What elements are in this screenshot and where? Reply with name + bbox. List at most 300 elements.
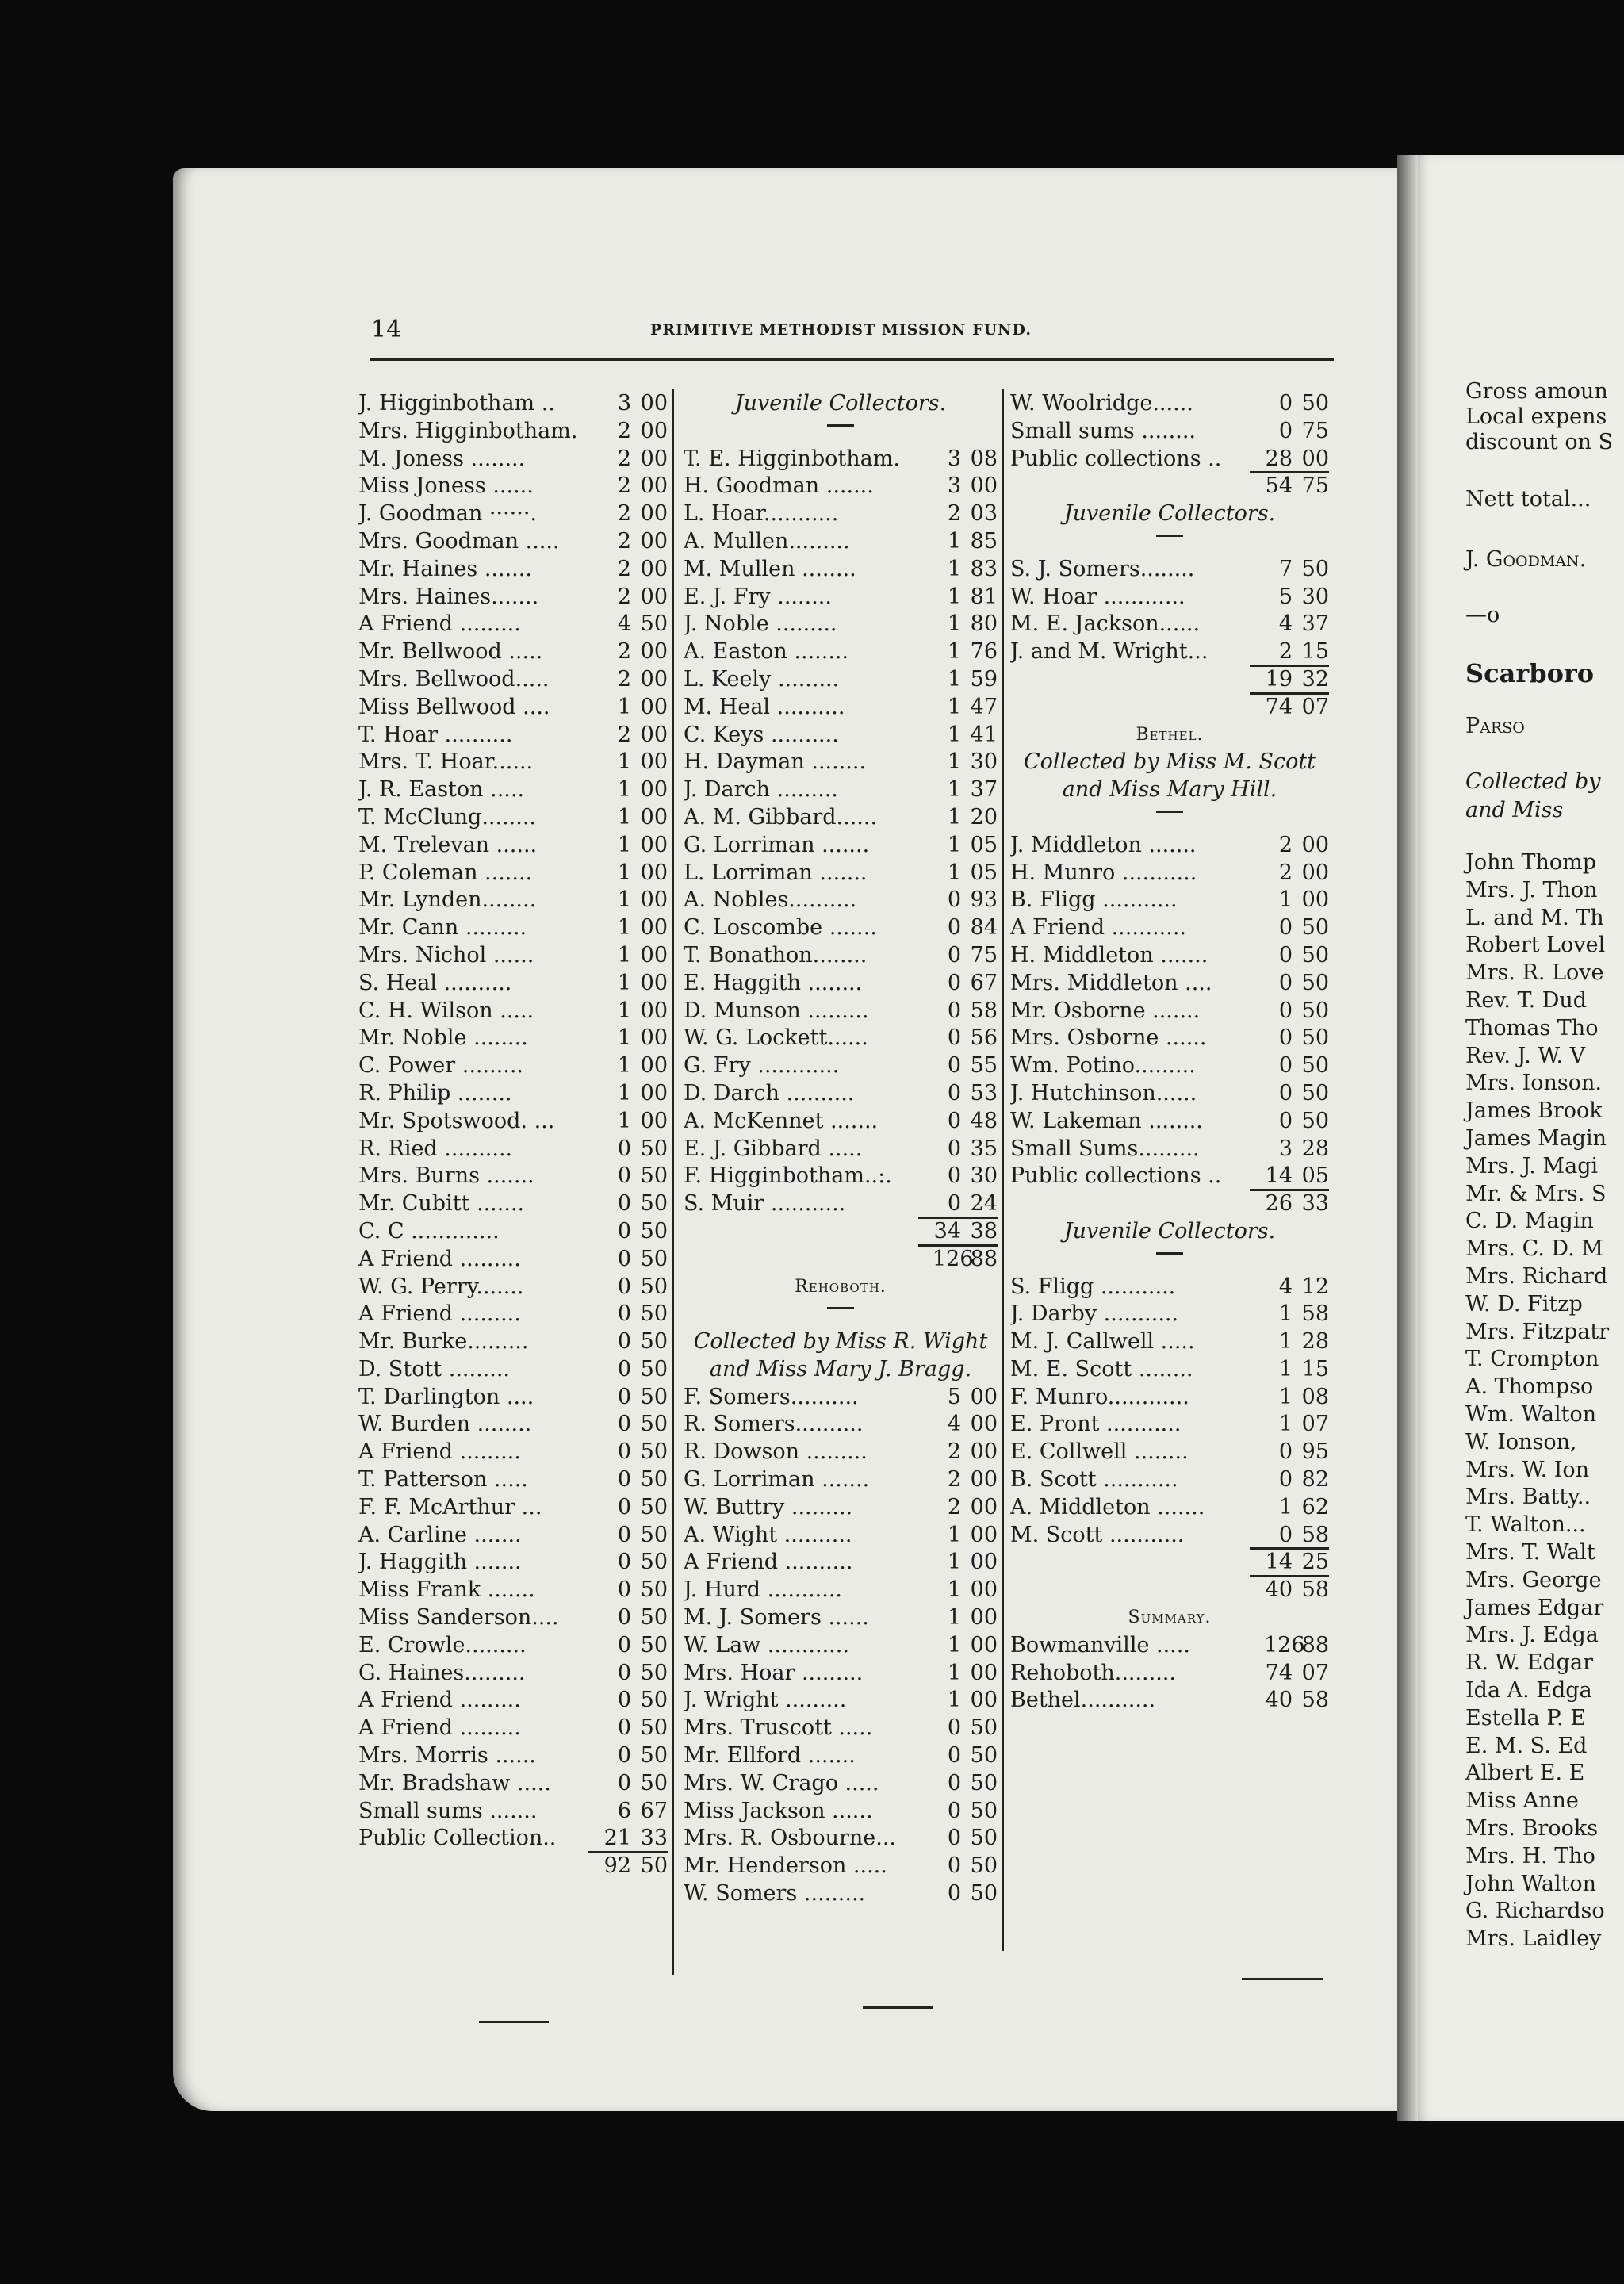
adjacent-page-line: James Edgar <box>1465 1595 1604 1620</box>
amount-cents: 00 <box>640 942 668 968</box>
amount-cents: 50 <box>640 1218 668 1244</box>
entry-name: W. Law ............ <box>684 1632 849 1657</box>
juvenile-collector-row <box>684 1108 998 1136</box>
amount-dollars: 0 <box>617 1274 631 1299</box>
adjacent-page-line: Mrs. W. Ion <box>1465 1457 1590 1482</box>
amount-dollars: 2 <box>947 1467 961 1493</box>
entry-name: Mrs. T. Hoar...... <box>358 749 534 775</box>
amount-dollars: 0 <box>617 1218 631 1244</box>
juvenile-collectors-heading: Juvenile Collectors. <box>1063 501 1276 527</box>
amount-cents: 15 <box>1301 639 1329 665</box>
subscriber-row <box>358 473 668 500</box>
amount-dollars: 0 <box>617 1494 631 1519</box>
entry-name: M. E. Jackson...... <box>1010 611 1201 637</box>
entry-name: Mr. Burke......... <box>358 1329 529 1355</box>
amount-cents: 07 <box>1301 1660 1329 1685</box>
amount-cents: 00 <box>640 860 668 885</box>
amount-dollars: 2 <box>1278 832 1293 857</box>
entry-name: Mrs. Higginbotham. <box>358 418 578 443</box>
amount-cents: 53 <box>970 1080 998 1106</box>
amount-cents: 50 <box>640 1550 668 1575</box>
amount-cents: 50 <box>970 1798 998 1823</box>
amount-cents: 33 <box>640 1826 668 1851</box>
amount-cents: 00 <box>970 1577 998 1603</box>
adjacent-page-line: Scarboro <box>1465 658 1595 688</box>
amount-dollars: 0 <box>1278 1053 1293 1079</box>
amount-dollars: 0 <box>947 1053 961 1079</box>
column-end-rule <box>479 2021 549 2023</box>
amount-dollars: 1 <box>617 694 631 719</box>
rehoboth-subscriptions-total <box>1010 473 1329 500</box>
entry-name: R. Philip ........ <box>358 1080 512 1106</box>
subscriber-row <box>358 1384 668 1412</box>
adjacent-page-line: W. D. Fitzp <box>1465 1291 1583 1316</box>
amount-dollars: 2 <box>617 722 631 747</box>
amount-cents: 50 <box>640 1743 668 1769</box>
amount-cents: 05 <box>970 832 998 857</box>
entry-name: Mrs. Bellwood..... <box>358 666 550 692</box>
entry-name: Mrs. Burns ....... <box>358 1163 534 1189</box>
amount-dollars: 1 <box>947 860 961 885</box>
amount-cents: 50 <box>970 1881 998 1907</box>
amount-cents: 50 <box>640 1577 668 1603</box>
heading-dash <box>684 418 998 446</box>
rehoboth-subscriber-row <box>684 1549 998 1577</box>
amount-cents: 50 <box>640 1632 668 1657</box>
subscriber-row <box>358 1798 668 1826</box>
entry-name: R. Ried .......... <box>358 1136 513 1161</box>
amount-cents: 50 <box>640 1494 668 1519</box>
bethel-juvenile-row <box>1010 1301 1329 1328</box>
bethel-heading: Bethel. <box>1136 724 1204 745</box>
amount-dollars: 0 <box>617 1715 631 1741</box>
amount-cents: 50 <box>640 1412 668 1437</box>
amount-dollars: 4 <box>617 611 631 637</box>
amount-dollars: 0 <box>617 1577 631 1603</box>
juvenile-collector-row <box>684 1190 998 1218</box>
amount-cents: 00 <box>970 1439 998 1465</box>
bethel-subscriber-row <box>1010 1108 1329 1136</box>
amount-dollars: 1 <box>617 777 631 803</box>
amount-cents: 00 <box>970 1550 998 1575</box>
entry-name: E. Pront ........... <box>1010 1412 1182 1437</box>
entry-name: A Friend ......... <box>358 1715 521 1741</box>
entry-name: Public Collection.. <box>358 1826 557 1851</box>
amount-dollars: 0 <box>1278 1108 1293 1133</box>
adjacent-page-line: Mr. & Mrs. S <box>1465 1181 1607 1206</box>
juvenile-collector-row <box>684 473 998 500</box>
juvenile-collectors-heading: Juvenile Collectors. <box>734 391 947 416</box>
entry-name: Public collections .. <box>1010 446 1222 471</box>
amount-cents: 50 <box>970 1743 998 1769</box>
amount-dollars: 0 <box>947 1798 961 1823</box>
subscriber-row <box>358 666 668 694</box>
entry-name: A. McKennet ....... <box>684 1108 879 1133</box>
amount-cents: 00 <box>640 970 668 995</box>
rehoboth-subscriber-row <box>684 1715 998 1742</box>
amount-dollars: 40 <box>1265 1688 1293 1713</box>
entry-name: H. Munro ........... <box>1010 860 1197 885</box>
juvenile-collector-row <box>684 666 998 694</box>
entry-name: W. Woolridge...... <box>1010 391 1193 416</box>
bethel-subscriber-row <box>1010 998 1329 1025</box>
amount-dollars: 0 <box>617 1632 631 1657</box>
entry-name: J. Wright ......... <box>684 1688 847 1713</box>
amount-dollars: 0 <box>617 1605 631 1631</box>
amount-dollars: 7 <box>1278 556 1293 581</box>
subscriber-row <box>358 1825 668 1853</box>
entry-name: J. and M. Wright... <box>1010 639 1208 665</box>
amount-cents: 48 <box>970 1108 998 1133</box>
rehoboth-subscriber-row <box>684 1577 998 1604</box>
entry-name: Mrs. R. Osbourne... <box>684 1826 897 1851</box>
amount-cents: 00 <box>970 1632 998 1657</box>
amount-dollars: 92 <box>603 1853 631 1879</box>
amount-cents: 00 <box>640 722 668 747</box>
amount-dollars: 0 <box>947 1715 961 1741</box>
entry-name: M. Mullen ........ <box>684 556 856 581</box>
amount-dollars: 0 <box>947 998 961 1023</box>
subscriber-row <box>358 1356 668 1384</box>
amount-dollars: 0 <box>617 1467 631 1493</box>
amount-dollars: 1 <box>617 1080 631 1106</box>
subscriber-row <box>358 1246 668 1274</box>
amount-cents: 00 <box>970 1494 998 1519</box>
amount-dollars: 4 <box>1278 611 1293 637</box>
amount-cents: 58 <box>1301 1577 1329 1603</box>
entry-name: Mrs. Osborne ...... <box>1010 1025 1207 1051</box>
amount-cents: 33 <box>1301 1191 1329 1217</box>
amount-cents: 50 <box>1301 1080 1329 1106</box>
entry-name: G. Haines......... <box>358 1660 526 1685</box>
amount-dollars: 2 <box>617 528 631 554</box>
amount-dollars: 1 <box>1278 1301 1293 1327</box>
entry-name: J. Noble ......... <box>684 611 837 637</box>
amount-dollars: 1 <box>617 970 631 995</box>
subscriber-row <box>358 1494 668 1522</box>
amount-dollars: 126 <box>1264 1632 1305 1657</box>
subscriber-row <box>358 1770 668 1798</box>
rehoboth-subscriber-row <box>684 1825 998 1853</box>
bethel-subscriber-row <box>1010 1025 1329 1052</box>
rehoboth-subscriber-row <box>684 1411 998 1439</box>
subscriber-row <box>358 749 668 776</box>
amount-cents: 76 <box>970 639 998 665</box>
amount-dollars: 0 <box>617 1743 631 1769</box>
column-end-rule <box>863 2006 933 2009</box>
amount-cents: 35 <box>970 1136 998 1161</box>
amount-dollars: 1 <box>947 1688 961 1713</box>
summary-heading: Summary. <box>1128 1608 1212 1628</box>
amount-dollars: 3 <box>947 446 961 471</box>
subscriber-row <box>358 887 668 914</box>
adjacent-page-line: Gross amoun <box>1465 379 1608 404</box>
amount-cents: 00 <box>640 666 668 692</box>
rehoboth-collectors-line-2: and Miss Mary J. Bragg. <box>709 1356 972 1382</box>
entry-name: Mr. Lynden........ <box>358 887 537 913</box>
amount-cents: 50 <box>970 1715 998 1741</box>
adjacent-page-line: C. D. Magin <box>1465 1209 1594 1234</box>
entry-name: W. Buttry ......... <box>684 1494 853 1519</box>
entry-name: F. F. McArthur ... <box>358 1494 542 1519</box>
amount-cents: 30 <box>970 1163 998 1189</box>
adjacent-page-line: Miss Anne <box>1465 1788 1579 1814</box>
entry-name: Mr. Bellwood ..... <box>358 639 543 665</box>
subscriber-row <box>358 1466 668 1494</box>
subscriber-row <box>358 694 668 722</box>
adjacent-page-line: Mrs. J. Thon <box>1465 877 1598 902</box>
juvenile-collector-row <box>684 694 998 722</box>
amount-dollars: 0 <box>947 1136 961 1161</box>
amount-dollars: 1 <box>947 722 961 747</box>
entry-name: W. G. Perry....... <box>358 1274 524 1299</box>
amount-dollars: 0 <box>947 887 961 913</box>
subscriber-row <box>358 556 668 584</box>
adjacent-page-line: Ida A. Edga <box>1465 1678 1592 1703</box>
amount-cents: 50 <box>640 1246 668 1271</box>
amount-dollars: 0 <box>1278 998 1293 1023</box>
juvenile-total-value <box>933 1218 998 1246</box>
adjacent-page-line: Wm. Walton <box>1465 1402 1597 1427</box>
entry-name: W. Burden ........ <box>358 1412 532 1437</box>
adjacent-page-line: Mrs. J. Magi <box>1465 1153 1599 1178</box>
bowmanville-subscriptions-total <box>358 1853 668 1880</box>
amount-dollars: 0 <box>617 1439 631 1465</box>
entry-name: L. Keely ......... <box>684 666 840 692</box>
rehoboth-subscriber-row <box>684 1466 998 1494</box>
bethel-subscriber-row <box>1010 1163 1329 1190</box>
entry-name: A. Easton ........ <box>684 639 849 665</box>
rehoboth-subscriber-row <box>684 1742 998 1770</box>
adjacent-page-line: John Walton <box>1465 1871 1597 1896</box>
entry-name: S. J. Somers........ <box>1010 556 1195 581</box>
bethel-subscriber-row <box>1010 1052 1329 1080</box>
entry-name: J. Haggith ....... <box>358 1550 522 1575</box>
juvenile-collector-row <box>684 942 998 970</box>
amount-cents: 58 <box>1301 1688 1329 1713</box>
amount-dollars: 1 <box>947 749 961 775</box>
amount-dollars: 3 <box>617 391 631 416</box>
juvenile-collector-row <box>684 832 998 860</box>
adjacent-page-line: T. Crompton <box>1465 1347 1599 1372</box>
entry-name: Miss Bellwood .... <box>358 694 550 719</box>
entry-name: R. Somers.......... <box>684 1412 864 1437</box>
rehoboth-continued-row <box>1010 418 1329 446</box>
bowmanville-grand-total <box>684 1246 998 1274</box>
amount-dollars: 1 <box>947 611 961 637</box>
rehoboth-subscriber-row <box>684 1770 998 1798</box>
bethel-subscriber-row <box>1010 970 1329 998</box>
amount-dollars: 2 <box>617 584 631 609</box>
amount-dollars: 1 <box>1278 1384 1293 1409</box>
bethel-subscriber-row <box>1010 1080 1329 1108</box>
amount-cents: 50 <box>640 1274 668 1299</box>
amount-cents: 50 <box>1301 1108 1329 1133</box>
juvenile-collector-row <box>684 611 998 638</box>
adjacent-page-line: Rev. T. Dud <box>1465 988 1588 1013</box>
amount-dollars: 2 <box>617 446 631 471</box>
amount-cents: 67 <box>640 1798 668 1823</box>
amount-cents: 05 <box>1301 1163 1329 1189</box>
entry-name: J. R. Easton ..... <box>358 777 525 803</box>
amount-dollars: 1 <box>617 1108 631 1133</box>
amount-dollars: 1 <box>947 1522 961 1547</box>
amount-cents: 00 <box>640 556 668 581</box>
entry-name: Mr. Bradshaw ..... <box>358 1770 551 1795</box>
rehoboth-subscriber-row <box>684 1853 998 1880</box>
amount-dollars: 1 <box>947 1632 961 1657</box>
bethel-juvenile-row <box>1010 1274 1329 1301</box>
subscriber-row <box>358 1025 668 1052</box>
subscriber-row <box>358 832 668 860</box>
amount-cents: 00 <box>640 777 668 803</box>
entry-name: A. Nobles.......... <box>684 887 857 913</box>
subscriber-row <box>358 584 668 611</box>
juvenile-collector-row <box>684 584 998 611</box>
adjacent-page-line: W. Ionson, <box>1465 1429 1577 1454</box>
juvenile-collector-row <box>684 638 998 666</box>
amount-dollars: 2 <box>617 666 631 692</box>
entry-name: G. Fry ............ <box>684 1053 840 1079</box>
entry-name: H. Goodman ....... <box>684 473 874 499</box>
adjacent-page-line: L. and M. Th <box>1465 905 1604 930</box>
entry-name: H. Dayman ........ <box>684 749 867 775</box>
amount-cents: 00 <box>1301 832 1329 857</box>
amount-dollars: 26 <box>1265 1191 1293 1217</box>
amount-cents: 41 <box>970 722 998 747</box>
juvenile-collector-row <box>684 1163 998 1190</box>
entry-name: E. Collwell ........ <box>1010 1439 1189 1465</box>
entry-name: Bethel........... <box>1010 1688 1156 1713</box>
subscriber-row <box>358 1411 668 1439</box>
juvenile-collector-row <box>684 970 998 998</box>
subscriber-row <box>358 1136 668 1163</box>
subscriber-row <box>358 1328 668 1356</box>
adjacent-page-line: Mrs. H. Tho <box>1465 1843 1595 1868</box>
amount-dollars: 1 <box>617 942 631 968</box>
amount-dollars: 1 <box>947 777 961 803</box>
juvenile-collector-row <box>684 556 998 584</box>
summary-row <box>1010 1632 1329 1660</box>
amount-dollars: 0 <box>947 1163 961 1189</box>
rehoboth-continued-row <box>1010 390 1329 418</box>
amount-cents: 50 <box>640 1467 668 1493</box>
juvenile-collector-row <box>1010 611 1329 638</box>
entry-name: T. Bonathon........ <box>684 942 868 968</box>
entry-name: M. J. Callwell ..... <box>1010 1329 1195 1355</box>
entry-name: A Friend ........... <box>1010 915 1186 941</box>
amount-dollars: 74 <box>1265 694 1293 719</box>
juvenile-collector-row <box>684 528 998 556</box>
amount-dollars: 0 <box>1278 391 1293 416</box>
entry-name: Mr. Cann ......... <box>358 915 527 941</box>
rehoboth-subscriber-row <box>684 1798 998 1826</box>
amount-dollars: 1 <box>947 639 961 665</box>
subscriber-row <box>358 1632 668 1660</box>
bethel-juvenile-total-value <box>1264 1549 1329 1577</box>
amount-cents: 00 <box>970 1688 998 1713</box>
amount-cents: 00 <box>640 528 668 554</box>
amount-dollars: 0 <box>617 1660 631 1685</box>
amount-cents: 00 <box>640 501 668 527</box>
amount-cents: 30 <box>1301 584 1329 609</box>
amount-dollars: 1 <box>617 1053 631 1079</box>
column-end-rule <box>1242 1978 1323 1980</box>
bethel-subscriber-row <box>1010 832 1329 860</box>
juvenile-collector-row <box>684 860 998 887</box>
amount-cents: 25 <box>1301 1550 1329 1575</box>
amount-cents: 00 <box>640 446 668 471</box>
entry-name: Mrs. Hoar ......... <box>684 1660 864 1685</box>
bethel-juvenile-row <box>1010 1494 1329 1522</box>
amount-dollars: 1 <box>1278 1356 1293 1382</box>
amount-dollars: 0 <box>617 1522 631 1547</box>
amount-cents: 00 <box>1301 860 1329 885</box>
entry-name: A. Mullen......... <box>684 528 850 554</box>
amount-dollars: 14 <box>1265 1550 1293 1575</box>
amount-cents: 00 <box>640 998 668 1023</box>
amount-cents: 00 <box>640 915 668 941</box>
juvenile-collector-row <box>1010 638 1329 666</box>
amount-dollars: 1 <box>947 1577 961 1603</box>
amount-cents: 20 <box>970 804 998 830</box>
bethel-collectors-line-1: Collected by Miss M. Scott <box>1023 749 1316 775</box>
amount-dollars: 1 <box>1278 1412 1293 1437</box>
amount-dollars: 0 <box>947 1826 961 1851</box>
amount-dollars: 126 <box>933 1246 974 1271</box>
amount-cents: 50 <box>970 1770 998 1795</box>
amount-cents: 50 <box>640 611 668 637</box>
amount-cents: 50 <box>640 1439 668 1465</box>
subscriber-row <box>358 998 668 1025</box>
bethel-juvenile-heading: Juvenile Collectors. <box>1063 1218 1276 1244</box>
amount-cents: 88 <box>1301 1632 1329 1657</box>
rehoboth-subscriber-row <box>684 1522 998 1550</box>
adjacent-page-line: J. Goodman. <box>1465 547 1587 572</box>
amount-dollars: 1 <box>1278 887 1293 913</box>
amount-dollars: 0 <box>947 1881 961 1907</box>
amount-cents: 05 <box>970 860 998 885</box>
bethel-grand-total <box>1010 1577 1329 1604</box>
amount-dollars: 0 <box>1278 942 1293 968</box>
entry-name: D. Munson ......... <box>684 998 869 1023</box>
amount-cents: 28 <box>1301 1136 1329 1161</box>
amount-cents: 00 <box>970 1412 998 1437</box>
amount-cents: 50 <box>640 1522 668 1547</box>
amount-dollars: 2 <box>947 1439 961 1465</box>
entry-name: C. Loscombe ....... <box>684 915 877 941</box>
bethel-subscriber-row <box>1010 887 1329 914</box>
juvenile-collector-row <box>684 776 998 804</box>
amount-cents: 00 <box>640 694 668 719</box>
amount-dollars: 0 <box>1278 1080 1293 1106</box>
amount-cents: 50 <box>1301 1025 1329 1051</box>
amount-cents: 24 <box>970 1191 998 1217</box>
bethel-subscriber-row <box>1010 1136 1329 1163</box>
juvenile-collector-row <box>1010 556 1329 584</box>
adjacent-page-line: Mrs. Laidley <box>1465 1926 1602 1952</box>
entry-name: Mrs. W. Crago ..... <box>684 1770 879 1795</box>
amount-dollars: 1 <box>1278 1329 1293 1355</box>
rehoboth-collectors-line-1: Collected by Miss R. Wight <box>693 1329 988 1355</box>
amount-cents: 37 <box>970 777 998 803</box>
amount-dollars: 1 <box>617 1025 631 1051</box>
entry-name: Miss Jackson ...... <box>684 1798 873 1823</box>
amount-dollars: 0 <box>1278 1439 1293 1465</box>
bethel-juvenile-row <box>1010 1356 1329 1384</box>
amount-dollars: 0 <box>617 1412 631 1437</box>
bethel-juvenile-row <box>1010 1411 1329 1439</box>
